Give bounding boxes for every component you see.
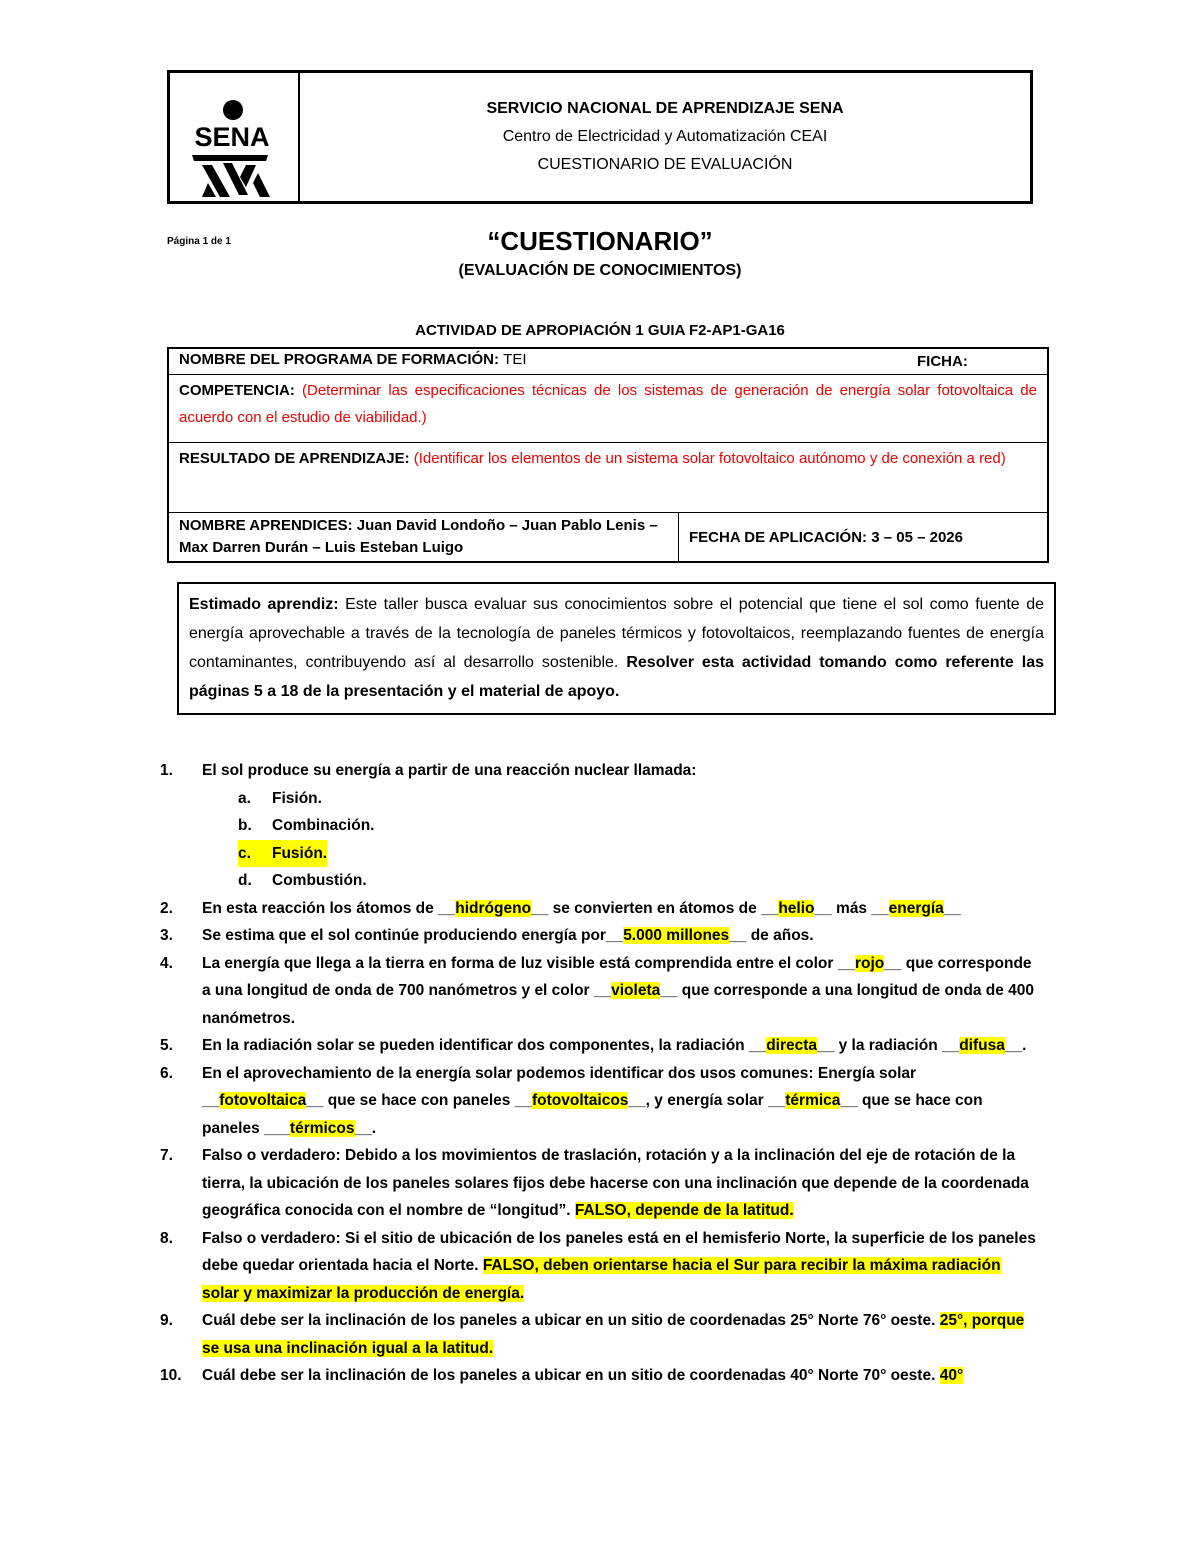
question-1 (160, 757, 1040, 785)
document-type: CUESTIONARIO DE EVALUACIÓN (537, 156, 793, 173)
option-text: Fusión. (272, 840, 327, 868)
question-number: 9. (160, 1312, 173, 1329)
page-title: “CUESTIONARIO” (487, 226, 713, 256)
question-7 (160, 1142, 1040, 1225)
question-number: 10. (160, 1367, 182, 1384)
answer-highlight: directa (766, 1037, 818, 1054)
resultado-value: (Identificar los elementos de un sistema solar fotovoltaico autónomo y de conexión a red) (413, 450, 1006, 467)
question-number: 6. (160, 1064, 173, 1082)
question-number: 2. (160, 899, 173, 917)
question-text: Cuál debe ser la inclinación de los paneles a ubicar en un sitio de coordenadas 25° Norte 76° oeste. 25°, porque se usa una inclinación igual a la latitud. (202, 1312, 1025, 1357)
aprendices-row (169, 513, 1047, 561)
instructions-directive: Resolver esta actividad tomando como referente las páginas 5 a 18 de la presentación y el material de apoyo. (189, 654, 1045, 700)
option-text: Combustión. (272, 872, 367, 889)
question-number: 8. (160, 1229, 173, 1247)
answer-highlight: 5.000 millones (623, 927, 730, 944)
question-text: Cuál debe ser la inclinación de los paneles a ubicar en un sitio de coordenadas 40° Norte 70° oeste. 40° (202, 1367, 964, 1384)
question-4 (160, 950, 1040, 1033)
question-text: En la radiación solar se pueden identificar dos componentes, la radiación __directa__ y la radiación __difusa__. (202, 1037, 1027, 1054)
program-label: NOMBRE DEL PROGRAMA DE FORMACIÓN: (179, 351, 499, 368)
question-text: En esta reacción los átomos de __hidrógeno__ se convierten en átomos de __helio__ más __energía__ (202, 899, 961, 917)
option-text: Combinación. (272, 817, 375, 834)
option-b (160, 812, 1040, 840)
answer-highlight: difusa (959, 1037, 1005, 1054)
question-text: El sol produce su energía a partir de una reacción nuclear llamada: (202, 762, 697, 779)
instructions-box (177, 582, 1056, 715)
question-text: Falso o verdadero: Si el sitio de ubicación de los paneles está en el hemisferio Norte, la superficie de los paneles debe quedar orientada hacia el Norte. FALSO, deben orientarse hacia el Sur para recibir la máxima radiación solar y maximizar la producción de energía. (202, 1229, 1036, 1302)
answer-highlight: térmicos (289, 1119, 355, 1137)
option-d (160, 867, 1040, 895)
question-text: Se estima que el sol continúe produciendo energía por__5.000 millones__ de años. (202, 927, 814, 944)
answer-highlight: FALSO, deben orientarse hacia el Sur para recibir la máxima radiación solar y maximizar la producción de energía. (202, 1257, 1001, 1302)
question-number: 3. (160, 927, 173, 944)
header-text (300, 73, 1030, 201)
instructions-text: Este taller busca evaluar sus conocimientos sobre el potencial que tiene el sol como fuente de energía aprovechable a través de la tecnología de paneles térmicos y fotovoltaicos, reemplazando fuentes de energía contaminantes, contribuyendo así al desarrollo sostenible. (189, 596, 1044, 671)
info-table (167, 347, 1049, 563)
question-3 (160, 922, 1040, 950)
program-row (169, 349, 1047, 375)
program-value: TEI (503, 351, 527, 368)
answer-highlight: fotovoltaicos (531, 1092, 629, 1109)
question-2 (160, 895, 1040, 923)
option-a (160, 785, 1040, 813)
answer-highlight: hidrógeno (455, 899, 532, 917)
answer-highlight: térmica (785, 1092, 841, 1109)
question-8 (160, 1225, 1040, 1308)
answer-highlight: helio (778, 899, 815, 917)
aprendices-names: NOMBRE APRENDICES: Juan David Londoño – Juan Pablo Lenis – Max Darren Durán – Luis Esteban Luigo (169, 513, 679, 561)
institution-name: SERVICIO NACIONAL DE APRENDIZAJE SENA (486, 100, 844, 117)
question-5 (160, 1032, 1040, 1060)
question-10 (160, 1362, 1040, 1390)
question-number: 4. (160, 954, 173, 972)
question-text: Falso o verdadero: Debido a los movimientos de traslación, rotación y a la inclinación del eje de rotación de la tierra, la ubicación de los paneles solares fijos debe hacerse con una inclinación que depende de la coordenada geográfica conocida con el nombre de “longitud”. FALSO, depende de la latitud. (202, 1147, 1029, 1219)
questions-list (160, 757, 1040, 1390)
option-c-selected (160, 840, 1040, 868)
page-subtitle: (EVALUACIÓN DE CONOCIMIENTOS) (458, 262, 742, 279)
sena-logo (170, 73, 300, 201)
option-letter: d. (238, 872, 252, 889)
answer-highlight: 40° (939, 1367, 964, 1384)
page-number: Página 1 de 1 (167, 236, 231, 247)
option-letter: c. (238, 840, 272, 868)
competencia-value: (Determinar las especificaciones técnicas de los sistemas de generación de energía solar fotovoltaica de acuerdo con el estudio de viabilidad.) (179, 382, 1037, 426)
answer-highlight: FALSO, depende de la latitud. (574, 1202, 794, 1219)
ficha-label: FICHA: (917, 353, 968, 370)
answer-highlight: energía (888, 899, 944, 917)
question-6 (160, 1060, 1040, 1143)
activity-title: ACTIVIDAD DE APROPIACIÓN 1 GUIA F2-AP1-GA16 (415, 322, 785, 339)
sena-logo-graphic (170, 73, 294, 201)
option-letter: a. (238, 789, 251, 807)
answer-highlight: rojo (854, 954, 885, 972)
question-number: 1. (160, 762, 173, 779)
sena-logo-text: SENA (194, 122, 270, 152)
competencia-row (169, 375, 1047, 443)
question-number: 5. (160, 1037, 173, 1054)
question-text: En el aprovechamiento de la energía solar podemos identificar dos usos comunes: Energía solar __fotovoltaica__ que se hace con paneles __fotovoltaicos__, y energía solar __térmica__ que se hace con paneles ___térmicos__. (202, 1064, 983, 1137)
answer-highlight: violeta (611, 982, 661, 999)
instructions-label: Estimado aprendiz: (189, 596, 339, 613)
center-name: Centro de Electricidad y Automatización CEAI (502, 128, 828, 145)
question-text: La energía que llega a la tierra en forma de luz visible está comprendida entre el color __rojo__ que corresponde a una longitud de onda de 700 nanómetros y el color __violeta__ que corresponde a una longitud de onda de 400 nanómetros. (202, 954, 1035, 1027)
fecha-aplicacion: FECHA DE APLICACIÓN: 3 – 05 – 2026 (689, 528, 963, 546)
question-9 (160, 1307, 1040, 1362)
option-letter: b. (238, 817, 252, 834)
resultado-row (169, 443, 1047, 513)
resultado-label: RESULTADO DE APRENDIZAJE: (179, 450, 410, 467)
answer-highlight: 25°, porque se usa una inclinación igual a la latitud. (202, 1312, 1025, 1357)
header-box (167, 70, 1033, 204)
option-text: Fisión. (272, 789, 322, 807)
answer-highlight: fotovoltaica (219, 1092, 307, 1109)
question-number: 7. (160, 1147, 173, 1164)
competencia-label: COMPETENCIA: (179, 382, 295, 399)
